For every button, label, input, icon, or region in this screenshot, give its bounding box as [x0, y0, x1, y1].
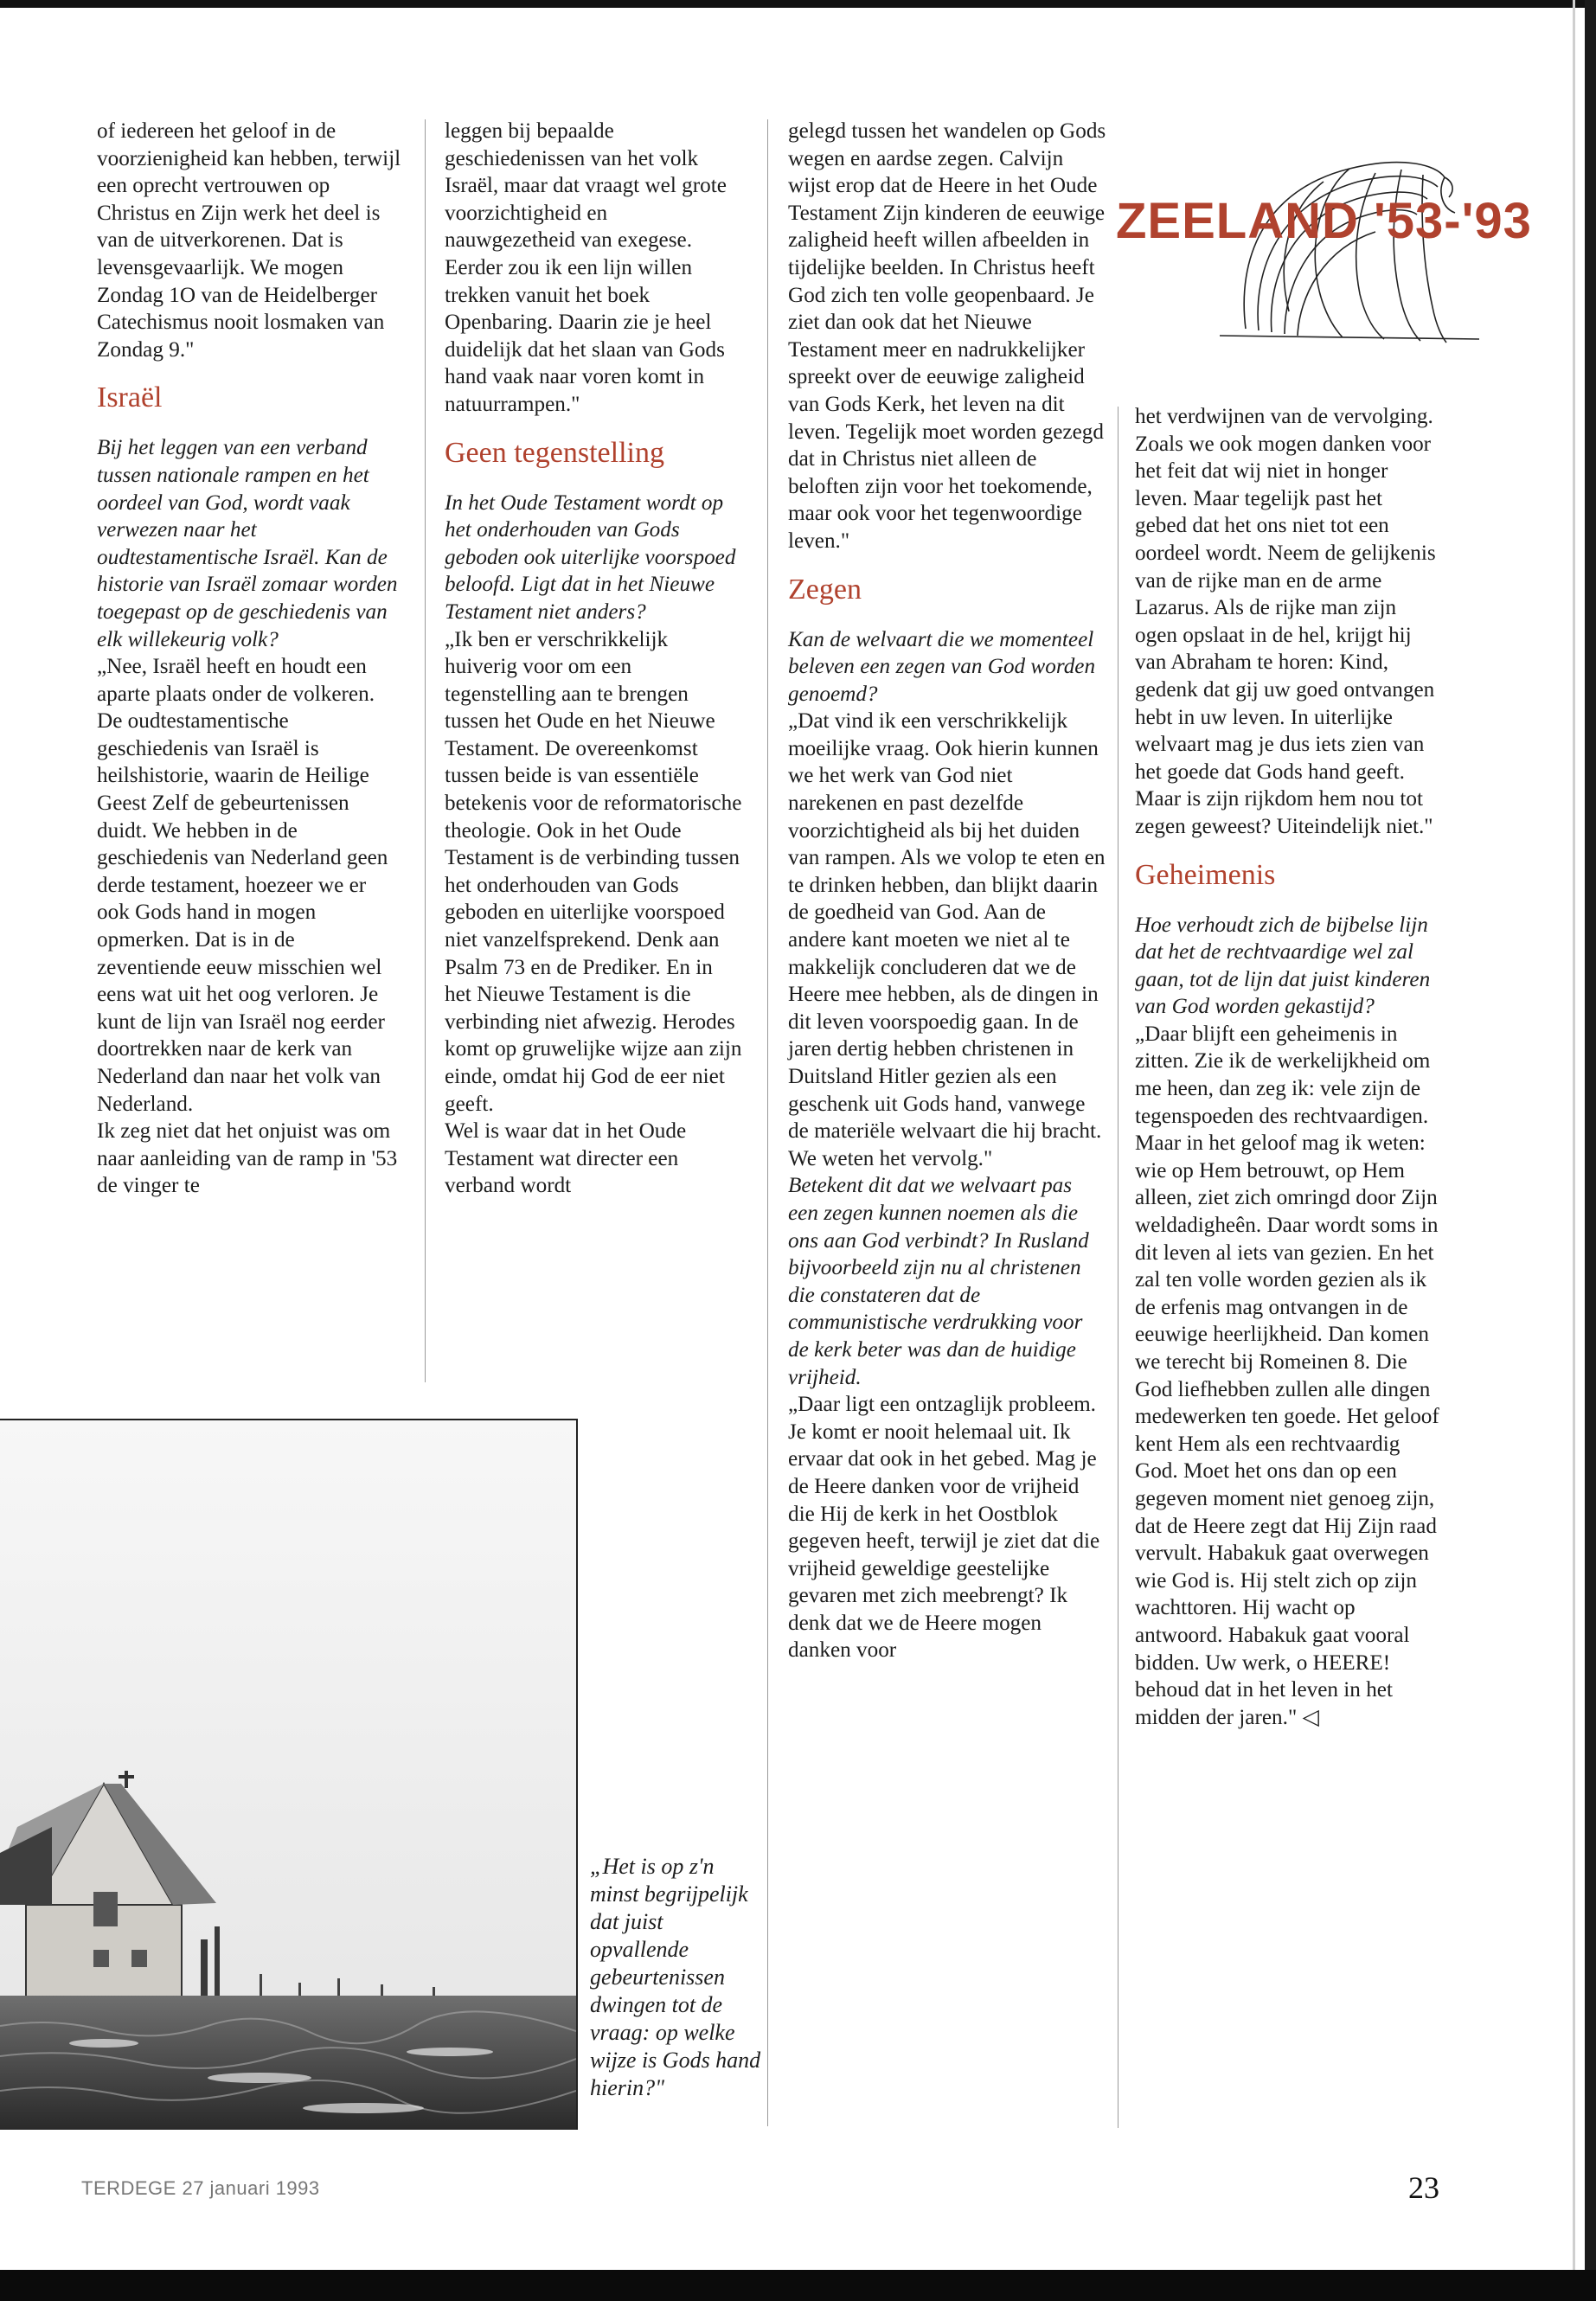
footer-source: TERDEGE 27 januari 1993	[81, 2177, 320, 2199]
flood-photo-illustration	[0, 1420, 576, 2130]
pull-quote-text: „Het is op z'n minst begrijpelijk dat juist opvallende gebeurtenissen dwingen tot de vraag: op welke wijze is Gods hand hierin?"	[590, 1854, 761, 2100]
zeeland-logo	[1116, 130, 1566, 372]
page-number: 23	[1408, 2170, 1439, 2205]
paragraph: of iedereen het geloof in de voorzienigheid kan hebben, terwijl een oprecht vertrouwen op Christus en Zijn werk het deel is van de uitverkorenen. Dat is levensgevaarlijk. We mogen Zondag 1O van de Heidelberger Catechismus nooit losmaken van Zondag 9."	[97, 119, 401, 362]
interview-question: Betekent dit dat we welvaart pas een zegen kunnen noemen als die ons aan God verbindt? In Rusland bijvoorbeeld zijn nu al christenen die constateren dat de communistische verdrukking voor de kerk beter was dan de huidige vrijheid.	[788, 1174, 1089, 1389]
column-rule	[767, 119, 768, 2126]
column-rule	[425, 119, 426, 1382]
right-edge-bar	[1585, 0, 1596, 2301]
paragraph: „Ik ben er verschrikkelijk huiverig voor om een tegenstelling aan te brengen tussen het Oude en het Nieuwe Testament. De overeenkomst tussen beide is van essentiële betekenis voor de reformatorische theologie. Ook in het Oude Testament is de verbinding tussen het onderhouden van Gods geboden en uiterlijke voorspoed niet vanzelfsprekend. Denk aan Psalm 73 en de Prediker. En in het Nieuwe Testament is die verbinding niet afwezig. Herodes komt op gruwelijke wijze aan zijn einde, omdat hij God de eer niet geeft.	[445, 627, 742, 1116]
column-1	[97, 118, 404, 1200]
interview-question: In het Oude Testament wordt op het onderhouden van Gods geboden ook uiterlijke voorspoed beloofd. Ligt dat in het Nieuwe Testament niet anders?	[445, 490, 736, 624]
paragraph: „Nee, Israël heeft en houdt een aparte plaats onder de volkeren. De oudtestamentische geschiedenis van Israël is heilshistorie, waarin de Heilige Geest Zelf de gebeurtenissen duidt. We hebben in de geschiedenis van Nederland geen derde testament, hoezeer we er ook Gods hand in mogen opmerken. Dat is in de zeventiende eeuw misschien wel eens wat uit het oog verloren. Je kunt de lijn van Israël nog eerder doortrekken naar de kerk van Nederland dan naar het volk van Nederland.	[97, 655, 388, 1116]
paragraph: „Daar ligt een ontzaglijk probleem. Je komt er nooit helemaal uit. Ik ervaar dat ook in het gebed. Mag je de Heere danken voor de vrijheid die Hij de kerk in het Oostblok gegeven heeft, terwijl je ziet dat die vrijheid geweldige geestelijke gevaren met zich meebrengt? Ik denk dat we de Heere mogen danken voor	[788, 1393, 1100, 1663]
paragraph: leggen bij bepaalde geschiedenissen van het volk Israël, maar dat vraagt wel grote voorzichtigheid en nauwgezetheid van exegese. Eerder zou ik een lijn willen trekken vanuit het boek Openbaring. Daarin zie je heel duidelijk dat het slaan van Gods hand vaak naar voren komt in natuurrampen."	[445, 119, 727, 416]
bottom-edge-bar	[0, 2270, 1596, 2301]
wave-icon	[1116, 130, 1566, 372]
flooded-church-photo	[0, 1419, 578, 2130]
right-edge-shadow	[1573, 0, 1575, 2301]
interview-question: Kan de welvaart die we momenteel beleven een zegen van God worden genoemd?	[788, 627, 1096, 706]
column-3	[788, 118, 1106, 1664]
pull-quote	[590, 1853, 763, 2102]
top-edge-bar	[0, 0, 1596, 8]
section-heading-geen-tegenstelling: Geen tegenstelling	[445, 436, 664, 469]
paragraph: „Daar blijft een geheimenis in zitten. Zie ik de werkelijkheid om me heen, dan zeg ik: vele zijn de tegenspoeden des rechtvaardigen. Maar in het geloof mag ik weten: wie op Hem betrouwt, op Hem alleen, ziet zich omringd door Zijn weldadigheên. Daar wordt soms in dit leven al iets van gezien. En het zal ten volle worden gezien als ik de erfenis mag ontvangen in de eeuwige heerlijkheid. Dan komen we terecht bij Romeinen 8. Die God liefhebben zullen alle dingen medewerken ten goede. Het geloof kent Hem als een rechtvaardig God. Moet het ons dan op een gegeven moment niet genoeg zijn, dat de Heere zegt dat Hij Zijn raad vervult. Habakuk gaat overwegen wie God is. Hij stelt zich op zijn wachttoren. Hij wacht op antwoord. Habakuk gaat vooral bidden. Uw werk, o HEERE! behoud dat in het leven in het midden der jaren." ◁	[1135, 1022, 1439, 1729]
section-heading-israel: Israël	[97, 381, 163, 414]
paragraph: Wel is waar dat in het Oude Testament wat directer een verband wordt	[445, 1119, 687, 1198]
paragraph: „Dat vind ik een verschrikkelijk moeilijke vraag. Ook hierin kunnen we het werk van God niet narekenen en past dezelfde voorzichtigheid als bij het duiden van rampen. Als we volop te eten en te drinken hebben, dan blijkt daarin de goedheid van God. Aan de andere kant moeten we niet al te makkelijk concluderen dat we de Heere mee hebben, als de dingen in dit leven voorspoedig gaan. In de jaren dertig hebben christenen in Duitsland Hitler gezien als een geschenk uit Gods hand, vanwege de materiële welvaart die hij bracht. We weten het vervolg."	[788, 709, 1106, 1170]
section-heading-zegen: Zegen	[788, 573, 862, 606]
paragraph: gelegd tussen het wandelen op Gods wegen en aardse zegen. Calvijn wijst erop dat de Heere in het Oude Testament Zijn kinderen de eeuwige zaligheid heeft willen afbeelden in tijdelijke beelden. In Christus heeft God zich ten volle geopenbaard. Je ziet dan ook dat het Nieuwe Testament meer en nadrukkelijker spreekt over de eeuwige zaligheid van Gods Kerk, het leven na dit leven. Tegelijk moet worden gezegd dat in Christus niet alleen de beloften zijn voor het toekomende, maar ook voor het tegenwoordige leven."	[788, 119, 1106, 553]
zeeland-logo-text: ZEELAND '53-'93	[1116, 193, 1532, 249]
column-2	[445, 118, 743, 1200]
interview-question: Hoe verhoudt zich de bijbelse lijn dat het de rechtvaardige wel zal gaan, tot de lijn dat juist kinderen van God worden gekastijd?	[1135, 913, 1431, 1019]
paragraph: het verdwijnen van de vervolging. Zoals we ook mogen danken voor het feit dat wij niet in honger leven. Maar tegelijk past het gebed dat het ons niet tot een oordeel wordt. Neem de gelijkenis van de rijke man en de arme Lazarus. Als de rijke man zijn ogen opslaat in de hel, krijgt hij van Abraham te horen: Kind, gedenk dat gij uw goed ontvangen hebt in uw leven. In uiterlijke welvaart mag je dus iets zien van het goede dat Gods hand geeft. Maar is zijn rijkdom hem nou tot zegen geweest? Uiteindelijk niet."	[1135, 405, 1436, 838]
column-4	[1135, 403, 1439, 1731]
paragraph: Ik zeg niet dat het onjuist was om naar aanleiding van de ramp in '53 de vinger te	[97, 1119, 398, 1198]
interview-question: Bij het leggen van een verband tussen nationale rampen en het oordeel van God, wordt vaak verwezen naar het oudtestamentische Israël. Kan de historie van Israël zomaar worden toegepast op de geschiedenis van elk willekeurig volk?	[97, 436, 398, 651]
section-heading-geheimenis: Geheimenis	[1135, 858, 1276, 891]
